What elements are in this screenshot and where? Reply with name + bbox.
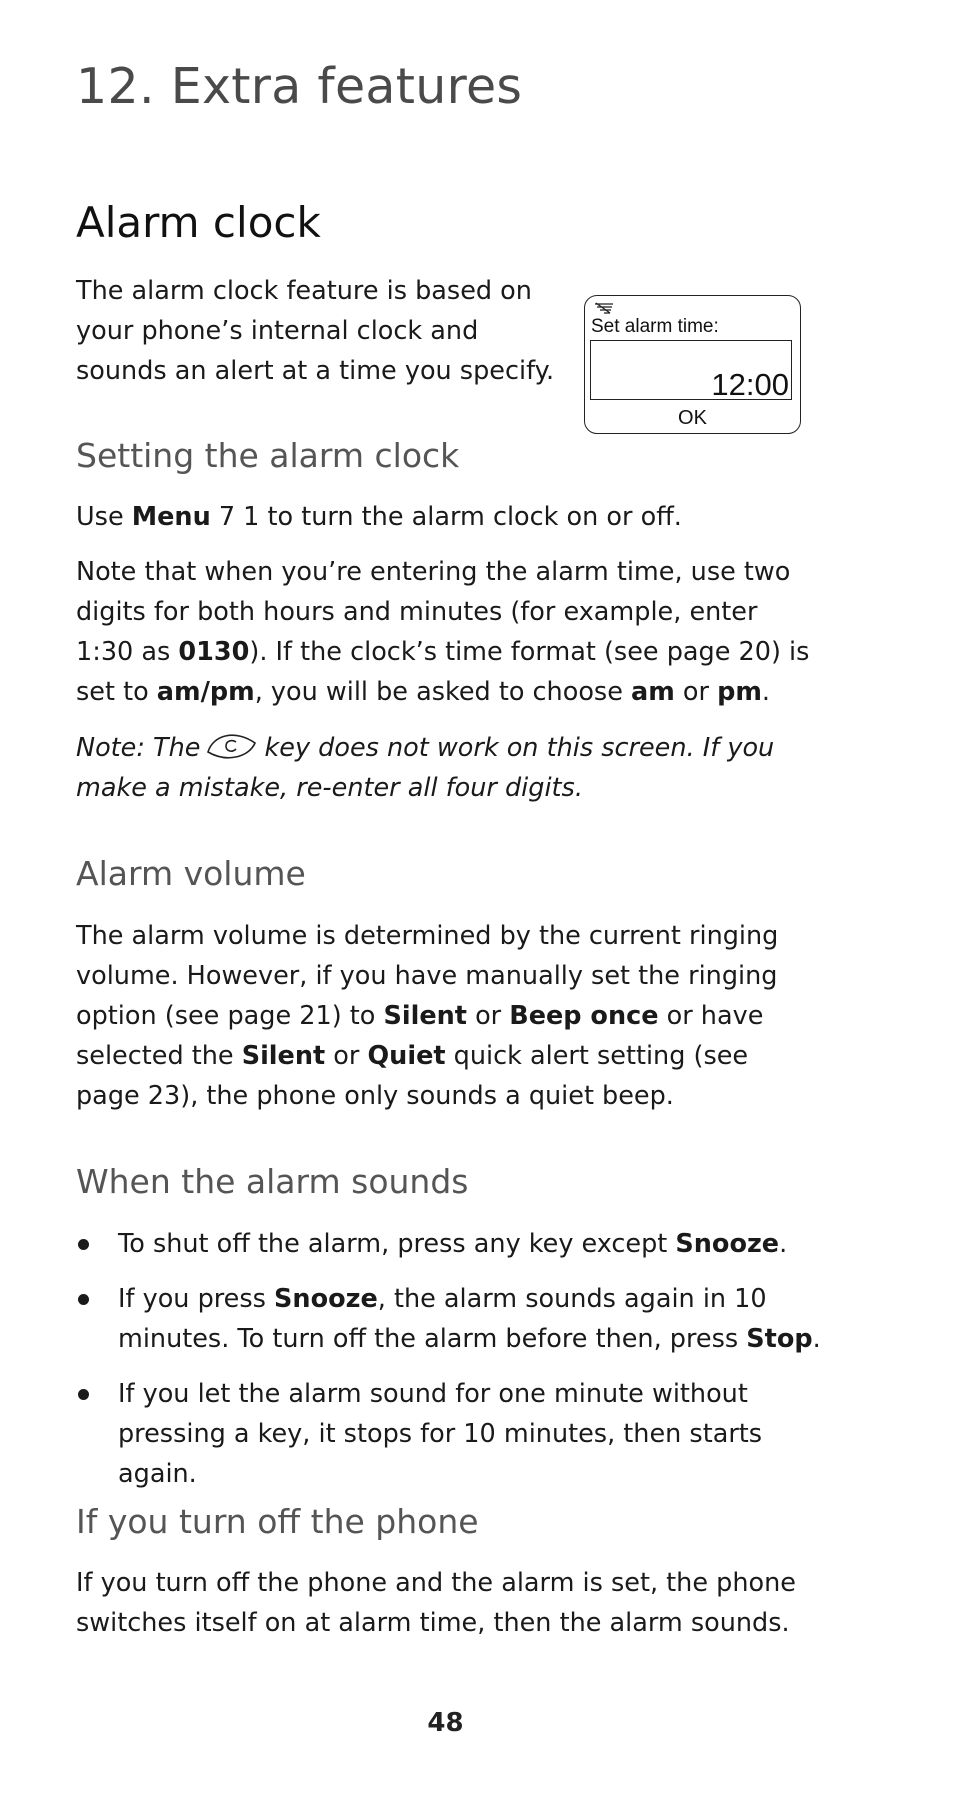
heading-alarm-volume: Alarm volume — [76, 854, 306, 893]
phone-screen-illustration — [584, 295, 801, 434]
time-entry-box — [590, 340, 792, 400]
list-item: To shut off the alarm, press any key except Snooze. — [76, 1224, 836, 1264]
note-paragraph: Note: The key does not work on this screen. If you make a mistake, re-enter all four digits. — [76, 733, 775, 803]
alarm-sounds-list — [76, 1224, 836, 1509]
c-key-icon — [205, 731, 259, 761]
heading-setting-alarm: Setting the alarm clock — [76, 436, 460, 475]
screen-label: Set alarm time: — [591, 316, 719, 337]
list-item: If you let the alarm sound for one minute without pressing a key, it stops for 10 minutes, then starts again. — [76, 1374, 836, 1494]
screen-ok-softkey: OK — [678, 407, 707, 429]
screen-time: 12:00 — [711, 367, 789, 402]
signal-icon — [594, 302, 614, 314]
bullet-icon — [78, 1294, 89, 1305]
volume-paragraph: The alarm volume is determined by the current ringing volume. However, if you have manually set the ringing option (see page 21) to Silent or Beep once or have selected the Silent or Quiet quick alert setting (see page 23), the phone only sounds a quiet beep. — [76, 921, 779, 1111]
heading-alarm-sounds: When the alarm sounds — [76, 1162, 469, 1201]
heading-turn-off-phone: If you turn off the phone — [76, 1502, 479, 1541]
list-item: If you press Snooze, the alarm sounds again in 10 minutes. To turn off the alarm before then, press Stop. — [76, 1279, 836, 1359]
chapter-title: 12. Extra features — [76, 58, 523, 115]
bullet-icon — [78, 1239, 89, 1250]
setting-paragraph-2: Note that when you’re entering the alarm time, use two digits for both hours and minutes (for example, enter 1:30 as 0130). If the clock’s time format (see page 20) is set to am/pm, you will be asked to choose am or pm. — [76, 557, 810, 707]
section-title: Alarm clock — [76, 198, 321, 247]
turn-off-paragraph: If you turn off the phone and the alarm is set, the phone switches itself on at alarm time, then the alarm sounds. — [76, 1568, 796, 1638]
page-number: 48 — [427, 1708, 464, 1738]
bullet-icon — [78, 1389, 89, 1400]
setting-paragraph-1: Use Menu 7 1 to turn the alarm clock on or off. — [76, 502, 682, 532]
intro-paragraph: The alarm clock feature is based on your phone’s internal clock and sounds an alert at a time you specify. — [76, 276, 555, 386]
menu-keyword: Menu — [131, 502, 211, 532]
